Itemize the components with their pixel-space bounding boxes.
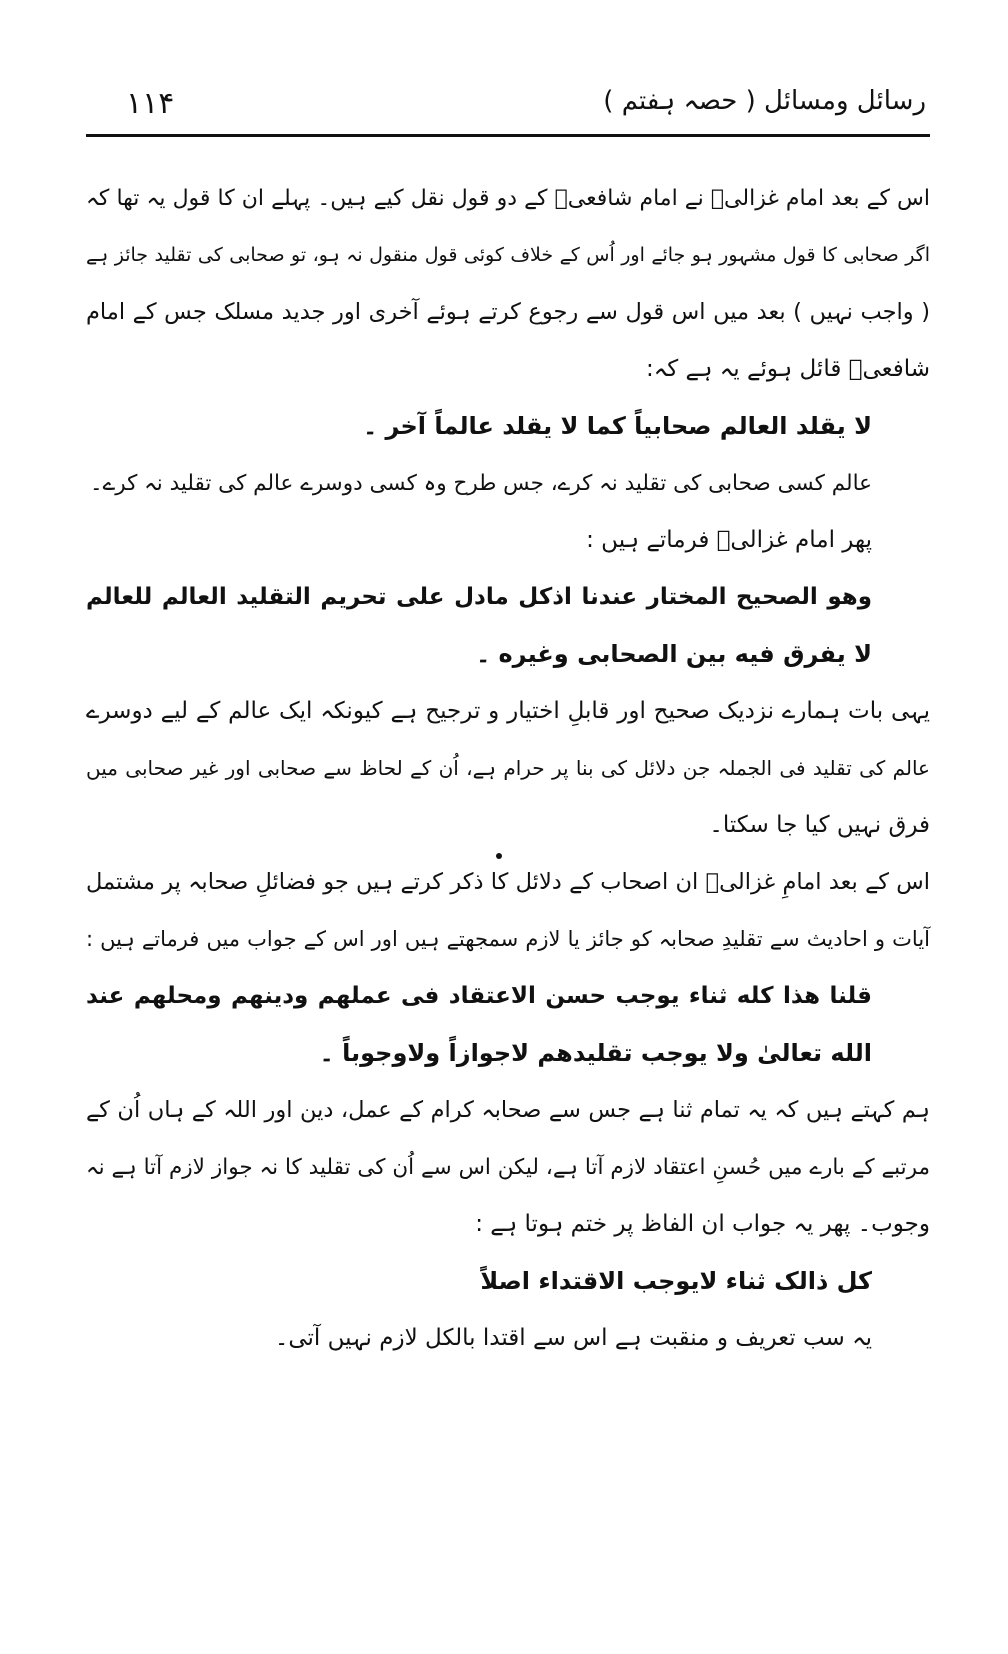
page-header [86, 82, 926, 128]
arabic-quote-line: لا یفرق فیه بین الصحابی وغیره ۔ [476, 640, 872, 668]
arabic-quote-line: وھو الصحیح المختار عندنا اذکل مادل علی تحریم التقلید العالم للعالم [86, 584, 872, 610]
text-line: مرتبے کے بارے میں حُسنِ اعتقاد لازم آتا ہے، لیکن اس سے اُن کی تقلید کا نہ جواز لازم آتا ہے نہ [86, 1155, 930, 1180]
translation-line: یہ سب تعریف و منقبت ہے اس سے اقتدا بالکل لازم نہیں آتی۔ [274, 1325, 872, 1351]
arabic-quote-line: الله تعالیٰ ولا یوجب تقلیدھم لاجوازاً ولاوجوباً ۔ [319, 1039, 872, 1067]
text-line: پھر امام غزالیؒ فرماتے ہیں : [586, 527, 872, 553]
arabic-quote-line: لا یقلد العالم صحابیاً کما لا یقلد عالماً آخر ۔ [363, 412, 872, 440]
text-line: اگر صحابی کا قول مشہور ہو جائے اور اُس کے خلاف کوئی قول منقول نہ ہو، تو صحابی کی تقلید جائز ہے [86, 244, 930, 266]
arabic-quote-line: کل ذالک ثناء لایوجب الاقتداء اصلاً [480, 1267, 872, 1295]
text-line: اس کے بعد امامِ غزالیؒ ان اصحاب کے دلائل کا ذکر کرتے ہیں جو فضائلِ صحابہ پر مشتمل [86, 869, 930, 895]
header-divider [86, 134, 930, 137]
running-title: رسائل ومسائل ( حصہ ہفتم ) [603, 86, 926, 116]
text-line: ہم کہتے ہیں کہ یہ تمام ثنا ہے جس سے صحابہ کرام کے عمل، دین اور اللہ کے ہاں اُن کے [86, 1097, 930, 1123]
text-line: یہی بات ہمارے نزدیک صحیح اور قابلِ اختیار و ترجیح ہے کیونکہ ایک عالم کے لیے دوسرے [86, 698, 930, 724]
page-text-body [86, 170, 930, 1367]
text-line: عالم کی تقلید فی الجملہ جن دلائل کی بنا پر حرام ہے، اُن کے لحاظ سے صحابی اور غیر صحابی میں [86, 756, 930, 780]
text-line: ( واجب نہیں ) بعد میں اس قول سے رجوع کرتے ہوئے آخری اور جدید مسلک جس کے امام [86, 299, 930, 325]
text-line: شافعیؒ قائل ہوئے یہ ہے کہ: [646, 356, 930, 382]
page-number: ۱۱۴ [126, 86, 175, 121]
ink-dot [496, 853, 502, 859]
translation-line: عالم کسی صحابی کی تقلید نہ کرے، جس طرح وہ کسی دوسرے عالم کی تقلید نہ کرے۔ [90, 471, 872, 496]
arabic-quote-line: قلنا ھذا کله ثناء یوجب حسن الاعتقاد فی عملھم ودینھم ومحلھم عند [86, 983, 872, 1009]
text-line: فرق نہیں کیا جا سکتا۔ [709, 812, 930, 838]
text-line: وجوب۔ پھر یہ جواب ان الفاظ پر ختم ہوتا ہے : [475, 1211, 930, 1237]
text-line: آیات و احادیث سے تقلیدِ صحابہ کو جائز یا لازم سمجھتے ہیں اور اس کے جواب میں فرماتے ہیں : [86, 927, 930, 951]
text-line: اس کے بعد امام غزالیؒ نے امام شافعیؒ کے دو قول نقل کیے ہیں۔ پہلے ان کا قول یہ تھا کہ [86, 186, 930, 211]
